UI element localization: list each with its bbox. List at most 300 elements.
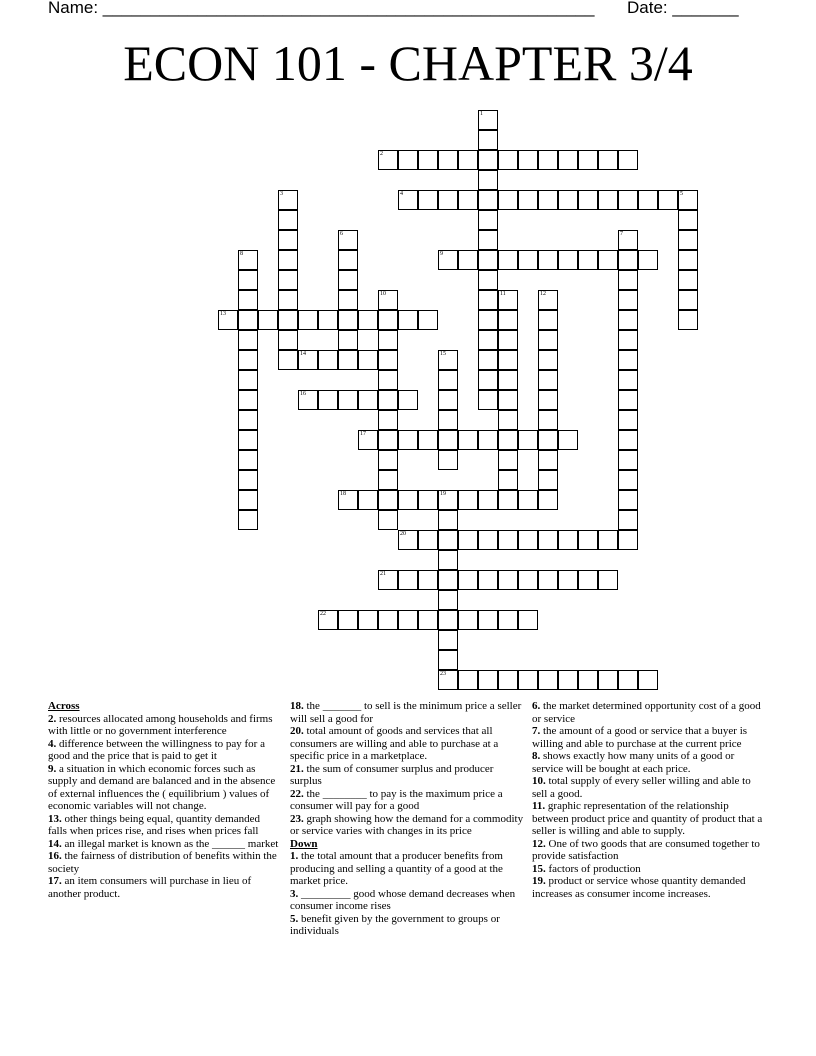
- grid-cell[interactable]: [378, 350, 398, 370]
- clue-text: the _______ to sell is the minimum price a seller will sell a good for: [290, 700, 522, 725]
- grid-cell[interactable]: [478, 350, 498, 370]
- clue-item: [532, 725, 768, 750]
- grid-cell[interactable]: [478, 390, 498, 410]
- cell-number: 13: [220, 311, 226, 317]
- clue-text: _________ good whose demand decreases when consumer income rises: [290, 887, 516, 912]
- clue-number: 20.: [290, 725, 304, 737]
- grid-cell[interactable]: [338, 610, 358, 630]
- cell-number: 15: [440, 351, 446, 357]
- grid-cell[interactable]: [498, 450, 518, 470]
- grid-cell[interactable]: [498, 390, 518, 410]
- clue-text: an illegal market is known as the ______ market: [61, 837, 279, 850]
- cell-number: 19: [440, 491, 446, 497]
- grid-cell[interactable]: [498, 670, 518, 690]
- grid-cell[interactable]: [338, 250, 358, 270]
- grid-cell[interactable]: [378, 310, 398, 330]
- clue-number: 11.: [532, 800, 546, 812]
- grid-cell[interactable]: [438, 550, 458, 570]
- grid-cell[interactable]: [278, 310, 298, 330]
- grid-cell[interactable]: [278, 250, 298, 270]
- clue-text: total amount of goods and services that all consumers are willing and able to purchase at a specific price in a marketplace.: [290, 725, 499, 762]
- grid-cell[interactable]: [598, 670, 618, 690]
- clue-text: other things being equal, quantity demanded falls when prices rise, and rises when prices fall: [48, 812, 261, 837]
- clue-text: resources allocated among households and firms with little or no government interference: [48, 712, 273, 737]
- grid-cell[interactable]: [238, 430, 258, 450]
- grid-cell[interactable]: [618, 490, 638, 510]
- cell-number: 17: [360, 431, 366, 437]
- grid-cell[interactable]: [378, 470, 398, 490]
- grid-cell[interactable]: [398, 530, 418, 550]
- grid-cell[interactable]: [278, 270, 298, 290]
- grid-cell[interactable]: [478, 110, 498, 130]
- cell-number: 2: [380, 151, 383, 157]
- grid-cell[interactable]: [478, 490, 498, 510]
- grid-cell[interactable]: [538, 330, 558, 350]
- grid-cell[interactable]: [598, 530, 618, 550]
- grid-cell[interactable]: [518, 430, 538, 450]
- grid-cell[interactable]: [538, 150, 558, 170]
- grid-cell[interactable]: [538, 470, 558, 490]
- grid-cell[interactable]: [518, 150, 538, 170]
- cell-number: 12: [540, 291, 546, 297]
- grid-cell[interactable]: [238, 510, 258, 530]
- grid-cell[interactable]: [518, 570, 538, 590]
- grid-cell[interactable]: [278, 190, 298, 210]
- grid-cell[interactable]: [618, 150, 638, 170]
- grid-cell[interactable]: [638, 670, 658, 690]
- grid-cell[interactable]: [618, 470, 638, 490]
- grid-cell[interactable]: [578, 190, 598, 210]
- clue-item: [290, 788, 526, 813]
- grid-cell[interactable]: [398, 150, 418, 170]
- grid-cell[interactable]: [338, 330, 358, 350]
- grid-cell[interactable]: [538, 490, 558, 510]
- clue-text: difference between the willingness to pay for a good and the price that is paid to get it: [48, 737, 265, 762]
- page-title: ECON 101 - CHAPTER 3/4: [123, 35, 693, 91]
- grid-cell[interactable]: [538, 310, 558, 330]
- clues-column-2: [290, 700, 526, 938]
- grid-cell[interactable]: [458, 430, 478, 450]
- grid-cell[interactable]: [338, 290, 358, 310]
- clue-number: 5.: [290, 912, 299, 925]
- grid-cell[interactable]: [438, 350, 458, 370]
- clue-number: 7.: [532, 725, 541, 737]
- grid-cell[interactable]: [378, 570, 398, 590]
- grid-cell[interactable]: [418, 610, 438, 630]
- clue-item: [532, 700, 768, 725]
- grid-cell[interactable]: [498, 530, 518, 550]
- clue-text: the market determined opportunity cost of a good or service: [532, 700, 761, 725]
- grid-cell[interactable]: [678, 310, 698, 330]
- grid-cell[interactable]: [238, 250, 258, 270]
- grid-cell[interactable]: [498, 250, 518, 270]
- grid-cell[interactable]: [378, 330, 398, 350]
- grid-cell[interactable]: [578, 570, 598, 590]
- grid-cell[interactable]: [378, 370, 398, 390]
- grid-cell[interactable]: [478, 570, 498, 590]
- date-field[interactable]: Date: _______: [627, 0, 739, 17]
- grid-cell[interactable]: [438, 410, 458, 430]
- grid-cell[interactable]: [518, 250, 538, 270]
- grid-cell[interactable]: [578, 670, 598, 690]
- clue-item: [532, 863, 768, 876]
- grid-cell[interactable]: [618, 270, 638, 290]
- grid-cell[interactable]: [378, 290, 398, 310]
- grid-cell[interactable]: [498, 610, 518, 630]
- grid-cell[interactable]: [478, 330, 498, 350]
- grid-cell[interactable]: [438, 430, 458, 450]
- clue-text: factors of production: [545, 862, 641, 875]
- grid-cell[interactable]: [238, 450, 258, 470]
- grid-cell[interactable]: [478, 310, 498, 330]
- grid-cell[interactable]: [538, 250, 558, 270]
- grid-cell[interactable]: [438, 530, 458, 550]
- clue-item: [48, 738, 280, 763]
- clue-number: 2.: [48, 712, 57, 725]
- grid-cell[interactable]: [438, 670, 458, 690]
- grid-cell[interactable]: [238, 370, 258, 390]
- grid-cell[interactable]: [498, 150, 518, 170]
- grid-cell[interactable]: [398, 610, 418, 630]
- clue-text: a situation in which economic forces such as supply and demand are balanced and in the absence of external influences the ( equilibrium ) values of economic variables will not change.: [48, 762, 276, 812]
- clue-item: [48, 763, 280, 813]
- name-field[interactable]: Name: ____________________________________________________: [48, 0, 595, 17]
- clue-text: the ________ to pay is the maximum price a consumer will pay for a good: [290, 787, 503, 812]
- grid-cell[interactable]: [358, 390, 378, 410]
- grid-cell[interactable]: [418, 490, 438, 510]
- grid-cell[interactable]: [378, 150, 398, 170]
- grid-cell[interactable]: [678, 290, 698, 310]
- grid-cell[interactable]: [398, 430, 418, 450]
- grid-cell[interactable]: [418, 150, 438, 170]
- grid-cell[interactable]: [398, 390, 418, 410]
- clue-item: [48, 875, 280, 900]
- cell-number: 18: [340, 491, 346, 497]
- grid-cell[interactable]: [498, 350, 518, 370]
- grid-cell[interactable]: [678, 250, 698, 270]
- grid-cell[interactable]: [498, 310, 518, 330]
- grid-cell[interactable]: [458, 530, 478, 550]
- grid-cell[interactable]: [438, 150, 458, 170]
- grid-cell[interactable]: [358, 610, 378, 630]
- grid-cell[interactable]: [618, 370, 638, 390]
- grid-cell[interactable]: [518, 190, 538, 210]
- grid-cell[interactable]: [618, 250, 638, 270]
- across-heading: Across: [48, 700, 80, 712]
- grid-cell[interactable]: [478, 270, 498, 290]
- cell-number: 10: [380, 291, 386, 297]
- clue-number: 19.: [532, 875, 546, 887]
- grid-cell[interactable]: [518, 490, 538, 510]
- grid-cell[interactable]: [618, 310, 638, 330]
- grid-cell[interactable]: [478, 670, 498, 690]
- grid-cell[interactable]: [558, 250, 578, 270]
- grid-cell[interactable]: [558, 150, 578, 170]
- clue-text: One of two goods that are consumed together to provide satisfaction: [532, 837, 760, 862]
- grid-cell[interactable]: [498, 490, 518, 510]
- grid-cell[interactable]: [438, 190, 458, 210]
- grid-cell[interactable]: [618, 190, 638, 210]
- clue-number: 13.: [48, 812, 62, 825]
- grid-cell[interactable]: [398, 570, 418, 590]
- cell-number: 5: [680, 191, 683, 197]
- cell-number: 23: [440, 671, 446, 677]
- grid-cell[interactable]: [498, 470, 518, 490]
- grid-cell[interactable]: [478, 250, 498, 270]
- grid-cell[interactable]: [658, 190, 678, 210]
- grid-cell[interactable]: [358, 350, 378, 370]
- clue-number: 22.: [290, 787, 304, 800]
- grid-cell[interactable]: [358, 310, 378, 330]
- grid-cell[interactable]: [578, 250, 598, 270]
- clue-number: 14.: [48, 837, 62, 850]
- clue-number: 10.: [532, 775, 546, 787]
- grid-cell[interactable]: [678, 230, 698, 250]
- clue-number: 4.: [48, 737, 57, 750]
- grid-cell[interactable]: [478, 530, 498, 550]
- grid-cell[interactable]: [598, 150, 618, 170]
- grid-cell[interactable]: [618, 410, 638, 430]
- clue-number: 8.: [532, 750, 541, 762]
- grid-cell[interactable]: [438, 490, 458, 510]
- grid-cell[interactable]: [598, 250, 618, 270]
- grid-cell[interactable]: [538, 670, 558, 690]
- grid-cell[interactable]: [378, 450, 398, 470]
- clue-item: [532, 800, 768, 838]
- clue-number: 18.: [290, 700, 304, 712]
- clue-text: an item consumers will purchase in lieu of another product.: [48, 875, 252, 900]
- grid-cell[interactable]: [418, 530, 438, 550]
- grid-cell[interactable]: [358, 430, 378, 450]
- grid-cell[interactable]: [478, 370, 498, 390]
- grid-cell[interactable]: [558, 190, 578, 210]
- grid-cell[interactable]: [438, 630, 458, 650]
- grid-cell[interactable]: [538, 350, 558, 370]
- grid-cell[interactable]: [438, 250, 458, 270]
- grid-cell[interactable]: [238, 290, 258, 310]
- grid-cell[interactable]: [678, 270, 698, 290]
- grid-cell[interactable]: [378, 510, 398, 530]
- grid-cell[interactable]: [558, 570, 578, 590]
- grid-cell[interactable]: [498, 190, 518, 210]
- grid-cell[interactable]: [478, 610, 498, 630]
- grid-cell[interactable]: [498, 370, 518, 390]
- grid-cell[interactable]: [538, 570, 558, 590]
- grid-cell[interactable]: [558, 670, 578, 690]
- grid-cell[interactable]: [398, 190, 418, 210]
- clue-number: 9.: [48, 762, 57, 775]
- grid-cell[interactable]: [498, 410, 518, 430]
- grid-cell[interactable]: [338, 270, 358, 290]
- grid-cell[interactable]: [538, 190, 558, 210]
- grid-cell[interactable]: [238, 350, 258, 370]
- grid-cell[interactable]: [478, 430, 498, 450]
- across-clue-list: [48, 713, 280, 901]
- grid-cell[interactable]: [638, 190, 658, 210]
- grid-cell[interactable]: [458, 670, 478, 690]
- grid-cell[interactable]: [558, 430, 578, 450]
- grid-cell[interactable]: [618, 390, 638, 410]
- clues-column-3: [532, 700, 768, 900]
- grid-cell[interactable]: [478, 210, 498, 230]
- grid-cell[interactable]: [458, 610, 478, 630]
- grid-cell[interactable]: [418, 430, 438, 450]
- cell-number: 4: [400, 191, 403, 197]
- grid-cell[interactable]: [538, 390, 558, 410]
- grid-cell[interactable]: [298, 390, 318, 410]
- grid-cell[interactable]: [598, 570, 618, 590]
- grid-cell[interactable]: [478, 130, 498, 150]
- cell-number: 6: [340, 231, 343, 237]
- down-heading: Down: [290, 837, 318, 850]
- clue-item: [290, 725, 526, 763]
- grid-cell[interactable]: [458, 570, 478, 590]
- grid-cell[interactable]: [538, 450, 558, 470]
- clue-number: 3.: [290, 887, 299, 900]
- grid-cell[interactable]: [438, 390, 458, 410]
- down-clue-list-continued: [532, 700, 768, 900]
- grid-cell[interactable]: [298, 350, 318, 370]
- grid-cell[interactable]: [238, 490, 258, 510]
- grid-cell[interactable]: [478, 230, 498, 250]
- clue-number: 16.: [48, 850, 62, 862]
- cell-number: 16: [300, 391, 306, 397]
- clue-item: [290, 888, 526, 913]
- grid-cell[interactable]: [538, 410, 558, 430]
- grid-cell[interactable]: [458, 190, 478, 210]
- clue-number: 17.: [48, 875, 62, 887]
- clue-text: shows exactly how many units of a good or service will be bought at each price.: [532, 750, 735, 775]
- grid-cell[interactable]: [438, 510, 458, 530]
- grid-cell[interactable]: [418, 310, 438, 330]
- grid-cell[interactable]: [278, 350, 298, 370]
- grid-cell[interactable]: [378, 430, 398, 450]
- grid-cell[interactable]: [558, 530, 578, 550]
- grid-cell[interactable]: [498, 290, 518, 310]
- grid-cell[interactable]: [618, 230, 638, 250]
- grid-cell[interactable]: [398, 490, 418, 510]
- grid-cell[interactable]: [438, 370, 458, 390]
- grid-cell[interactable]: [338, 490, 358, 510]
- down-clue-list: [290, 850, 526, 938]
- grid-cell[interactable]: [318, 310, 338, 330]
- grid-cell[interactable]: [438, 590, 458, 610]
- grid-cell[interactable]: [618, 670, 638, 690]
- clue-item: [532, 775, 768, 800]
- clue-number: 21.: [290, 762, 304, 775]
- clue-item: [290, 850, 526, 888]
- grid-cell[interactable]: [438, 610, 458, 630]
- grid-cell[interactable]: [578, 530, 598, 550]
- grid-cell[interactable]: [578, 150, 598, 170]
- grid-cell[interactable]: [238, 310, 258, 330]
- grid-cell[interactable]: [498, 330, 518, 350]
- clue-item: [290, 913, 526, 938]
- cell-number: 14: [300, 351, 306, 357]
- cell-number: 1: [480, 111, 483, 117]
- grid-cell[interactable]: [318, 610, 338, 630]
- clue-text: the fairness of distribution of benefits within the society: [48, 850, 277, 875]
- grid-cell[interactable]: [378, 490, 398, 510]
- grid-cell[interactable]: [478, 190, 498, 210]
- grid-cell[interactable]: [238, 330, 258, 350]
- grid-cell[interactable]: [318, 350, 338, 370]
- grid-cell[interactable]: [618, 530, 638, 550]
- grid-cell[interactable]: [418, 570, 438, 590]
- cell-number: 3: [280, 191, 283, 197]
- clue-number: 23.: [290, 812, 304, 825]
- grid-cell[interactable]: [438, 650, 458, 670]
- grid-cell[interactable]: [278, 230, 298, 250]
- grid-cell[interactable]: [518, 670, 538, 690]
- grid-cell[interactable]: [458, 150, 478, 170]
- grid-cell[interactable]: [278, 210, 298, 230]
- grid-cell[interactable]: [518, 610, 538, 630]
- grid-cell[interactable]: [618, 290, 638, 310]
- grid-cell[interactable]: [538, 430, 558, 450]
- grid-cell[interactable]: [498, 430, 518, 450]
- grid-cell[interactable]: [538, 530, 558, 550]
- grid-cell[interactable]: [678, 190, 698, 210]
- grid-cell[interactable]: [478, 290, 498, 310]
- grid-cell[interactable]: [598, 190, 618, 210]
- grid-cell[interactable]: [538, 370, 558, 390]
- grid-cell[interactable]: [398, 310, 418, 330]
- grid-cell[interactable]: [338, 230, 358, 250]
- grid-cell[interactable]: [478, 150, 498, 170]
- grid-cell[interactable]: [478, 170, 498, 190]
- grid-cell[interactable]: [238, 410, 258, 430]
- grid-cell[interactable]: [618, 330, 638, 350]
- clue-number: 6.: [532, 700, 541, 712]
- grid-cell[interactable]: [338, 310, 358, 330]
- grid-cell[interactable]: [378, 390, 398, 410]
- grid-cell[interactable]: [238, 470, 258, 490]
- grid-cell[interactable]: [238, 270, 258, 290]
- grid-cell[interactable]: [338, 350, 358, 370]
- grid-cell[interactable]: [638, 250, 658, 270]
- grid-cell[interactable]: [418, 190, 438, 210]
- grid-cell[interactable]: [238, 390, 258, 410]
- grid-cell[interactable]: [498, 570, 518, 590]
- grid-cell[interactable]: [458, 250, 478, 270]
- clues-column-1: [48, 700, 280, 900]
- grid-cell[interactable]: [258, 310, 278, 330]
- grid-cell[interactable]: [538, 290, 558, 310]
- grid-cell[interactable]: [438, 450, 458, 470]
- grid-cell[interactable]: [358, 490, 378, 510]
- grid-cell[interactable]: [338, 390, 358, 410]
- grid-cell[interactable]: [378, 610, 398, 630]
- grid-cell[interactable]: [678, 210, 698, 230]
- grid-cell[interactable]: [378, 410, 398, 430]
- grid-cell[interactable]: [438, 570, 458, 590]
- across-clue-list-continued: [290, 700, 526, 838]
- grid-cell[interactable]: [458, 490, 478, 510]
- grid-cell[interactable]: [298, 310, 318, 330]
- grid-cell[interactable]: [618, 430, 638, 450]
- grid-cell[interactable]: [618, 350, 638, 370]
- grid-cell[interactable]: [278, 290, 298, 310]
- clue-text: total supply of every seller willing and able to sell a good.: [532, 775, 751, 800]
- grid-cell[interactable]: [618, 510, 638, 530]
- grid-cell[interactable]: [278, 330, 298, 350]
- clue-item: [532, 875, 768, 900]
- grid-cell[interactable]: [318, 390, 338, 410]
- grid-cell[interactable]: [518, 530, 538, 550]
- grid-cell[interactable]: [618, 450, 638, 470]
- grid-cell[interactable]: [218, 310, 238, 330]
